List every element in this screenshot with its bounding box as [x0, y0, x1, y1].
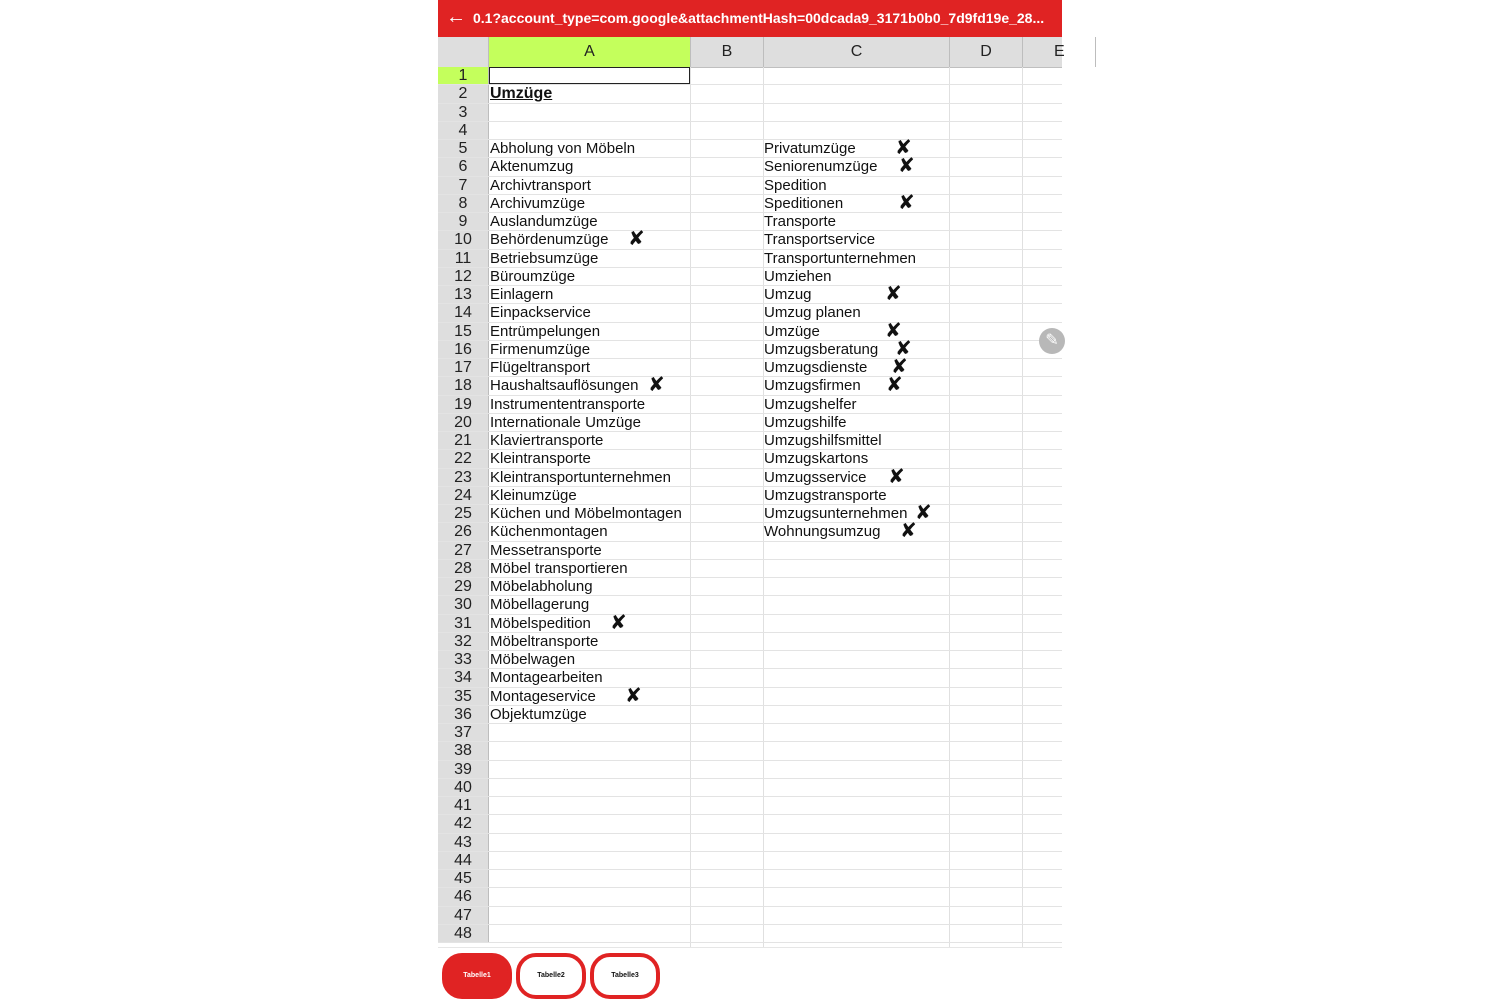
table-row: [438, 560, 1062, 578]
table-row: [438, 356, 1062, 378]
table-row: [438, 797, 1062, 815]
table-row: [438, 268, 1062, 286]
table-row: [438, 596, 1062, 614]
file-title: 0.1?account_type=com.google&attachmentHash=00dcada9_3171b0b0_7d9fd19e_28...: [473, 10, 1045, 26]
handwritten-cross-mark-icon: ✘: [610, 611, 627, 634]
cell-a12[interactable]: Büroumzüge: [490, 267, 576, 285]
cell-a24[interactable]: Kleinumzüge: [490, 486, 577, 504]
table-row: [438, 374, 1062, 397]
cell-c19[interactable]: Umzugshelfer: [764, 395, 857, 413]
row-number[interactable]: 32: [438, 633, 489, 650]
table-row: [438, 213, 1062, 231]
row-number[interactable]: 20: [438, 414, 489, 431]
cell-a26[interactable]: Küchenmontagen: [490, 523, 608, 541]
handwritten-cross-mark-icon: ✘: [898, 191, 915, 214]
row-number[interactable]: 21: [438, 432, 489, 449]
cell-a9[interactable]: Auslandumzüge: [490, 213, 598, 230]
row-number[interactable]: 15: [438, 323, 489, 340]
table-row: [438, 250, 1062, 268]
cell-c21[interactable]: Umzugshilfsmittel: [764, 432, 882, 449]
row-number[interactable]: 37: [438, 724, 489, 741]
row-number[interactable]: 14: [438, 304, 489, 321]
table-row: [438, 542, 1062, 560]
cell-a10[interactable]: Behördenumzüge: [490, 231, 609, 249]
cell-a7[interactable]: Archivtransport: [490, 176, 591, 194]
cell-a35[interactable]: Montageservice: [490, 687, 596, 705]
table-row: [438, 520, 1062, 543]
row-number[interactable]: 19: [438, 396, 489, 413]
table-row: [438, 852, 1062, 870]
sheet-tab-bar: [438, 947, 1062, 1001]
table-row: [438, 104, 1062, 122]
column-header-bar: [438, 37, 1065, 68]
row-number[interactable]: 48: [438, 925, 489, 942]
cell-a22[interactable]: Kleintransporte: [490, 450, 591, 468]
row-number[interactable]: 6: [438, 158, 489, 175]
table-row: [438, 502, 1062, 524]
table-row: [438, 177, 1062, 195]
table-row: [438, 450, 1062, 468]
cell-c12[interactable]: Umziehen: [764, 267, 832, 285]
table-row: [438, 888, 1062, 906]
select-all-corner[interactable]: [438, 37, 489, 67]
row-number[interactable]: 40: [438, 779, 489, 796]
table-row: [438, 761, 1062, 779]
handwritten-cross-mark-icon: ✘: [900, 520, 917, 543]
cell-a6[interactable]: Aktenumzug: [490, 158, 574, 176]
row-number[interactable]: 22: [438, 450, 489, 467]
table-row: [438, 228, 1062, 251]
row-number[interactable]: 34: [438, 669, 489, 686]
row-number[interactable]: 7: [438, 177, 489, 194]
handwritten-cross-mark-icon: ✘: [891, 356, 908, 378]
row-number[interactable]: 18: [438, 377, 489, 394]
cell-a14[interactable]: Einpackservice: [490, 304, 591, 322]
row-number[interactable]: 1: [438, 67, 489, 84]
table-row: [438, 684, 1062, 707]
table-row: [438, 724, 1062, 742]
table-row: [438, 155, 1062, 178]
row-number[interactable]: 25: [438, 505, 489, 522]
cell-grid[interactable]: [438, 67, 1062, 947]
column-header-c[interactable]: C: [764, 37, 950, 67]
cell-c18[interactable]: Umzugsfirmen: [764, 377, 861, 395]
cell-a32[interactable]: Möbeltransporte: [490, 632, 599, 650]
table-row: [438, 337, 1062, 360]
handwritten-cross-mark-icon: ✘: [895, 337, 912, 360]
selected-cell-a1[interactable]: [489, 67, 690, 84]
cell-a30[interactable]: Möbellagerung: [490, 596, 590, 614]
cell-a21[interactable]: Klaviertransporte: [490, 432, 604, 449]
cell-c17[interactable]: Umzugsdienste: [764, 359, 868, 376]
handwritten-cross-mark-icon: ✘: [898, 155, 915, 178]
cell-a5[interactable]: Abholung von Möbeln: [490, 140, 636, 157]
row-number[interactable]: 9: [438, 213, 489, 230]
table-row: [438, 815, 1062, 833]
row-number[interactable]: 46: [438, 888, 489, 905]
table-row: [438, 611, 1062, 634]
cell-a34[interactable]: Montagearbeiten: [490, 669, 603, 687]
cell-c26[interactable]: Wohnungsumzug: [764, 523, 881, 541]
table-row: [438, 137, 1062, 159]
cell-c14[interactable]: Umzug planen: [764, 304, 861, 322]
row-number[interactable]: 11: [438, 250, 489, 267]
table-row: [438, 578, 1062, 596]
column-header-a[interactable]: A: [489, 37, 691, 67]
cell-c5[interactable]: Privatumzüge: [764, 140, 856, 157]
tab-tabelle3[interactable]: Tabelle3: [590, 953, 660, 999]
table-row: [438, 779, 1062, 797]
cell-a23[interactable]: Kleintransportunternehmen: [490, 468, 671, 486]
row-number[interactable]: 26: [438, 523, 489, 540]
row-number[interactable]: 3: [438, 104, 489, 121]
handwritten-cross-mark-icon: ✘: [895, 137, 912, 159]
column-header-b[interactable]: B: [691, 37, 764, 67]
row-number[interactable]: 39: [438, 761, 489, 778]
cell-a17[interactable]: Flügeltransport: [490, 359, 591, 376]
row-number[interactable]: 44: [438, 852, 489, 869]
cell-c16[interactable]: Umzugsberatung: [764, 340, 879, 358]
table-row: [438, 122, 1062, 140]
row-number[interactable]: 12: [438, 268, 489, 285]
cell-a29[interactable]: Möbelabholung: [490, 578, 593, 595]
row-number[interactable]: 17: [438, 359, 489, 376]
table-row: [438, 870, 1062, 888]
table-row: [438, 396, 1062, 414]
cell-a15[interactable]: Entrümpelungen: [490, 322, 601, 340]
cell-a36[interactable]: Objektumzüge: [490, 705, 587, 723]
cell-c11[interactable]: Transportunternehmen: [764, 249, 917, 267]
table-row: [438, 465, 1062, 488]
cell-c7[interactable]: Spedition: [764, 176, 827, 194]
table-row: [438, 319, 1062, 342]
row-number[interactable]: 45: [438, 870, 489, 887]
cell-c22[interactable]: Umzugskartons: [764, 450, 869, 468]
cell-a19[interactable]: Instrumententransporte: [490, 395, 646, 413]
table-row: [438, 742, 1062, 760]
handwritten-cross-mark-icon: ✘: [886, 374, 903, 397]
row-number[interactable]: 38: [438, 742, 489, 759]
row-number[interactable]: 4: [438, 122, 489, 139]
tab-tabelle1[interactable]: Tabelle1: [442, 953, 512, 999]
row-number[interactable]: 41: [438, 797, 489, 814]
handwritten-cross-mark-icon: ✘: [885, 319, 902, 342]
row-number[interactable]: 2: [438, 85, 489, 102]
table-row: [438, 925, 1062, 943]
handwritten-cross-mark-icon: ✘: [915, 502, 932, 524]
cell-c23[interactable]: Umzugsservice: [764, 468, 867, 486]
table-row: [438, 85, 1062, 103]
handwritten-cross-mark-icon: ✘: [648, 374, 665, 397]
spreadsheet-viewer: [438, 0, 1065, 1000]
table-row: [438, 706, 1062, 724]
row-number[interactable]: 16: [438, 341, 489, 358]
table-row: [438, 633, 1062, 651]
table-row: [438, 414, 1062, 432]
row-number[interactable]: 13: [438, 286, 489, 303]
cell-a2[interactable]: Umzüge: [490, 85, 553, 103]
row-number[interactable]: 35: [438, 688, 489, 705]
table-row: [438, 191, 1062, 214]
row-number[interactable]: 5: [438, 140, 489, 157]
cell-a20[interactable]: Internationale Umzüge: [490, 413, 641, 431]
row-number[interactable]: 47: [438, 907, 489, 924]
cell-c24[interactable]: Umzugstransporte: [764, 486, 887, 504]
cell-a8[interactable]: Archivumzüge: [490, 194, 586, 212]
row-number[interactable]: 31: [438, 615, 489, 632]
cell-a16[interactable]: Firmenumzüge: [490, 340, 591, 358]
cell-a18[interactable]: Haushaltsauflösungen: [490, 377, 639, 395]
handwritten-cross-mark-icon: ✘: [888, 465, 905, 488]
row-number[interactable]: 36: [438, 706, 489, 723]
pencil-icon[interactable]: ✎: [1039, 328, 1065, 354]
handwritten-cross-mark-icon: ✘: [625, 684, 642, 707]
cell-a31[interactable]: Möbelspedition: [490, 614, 591, 632]
table-row: [438, 834, 1062, 852]
row-number[interactable]: 42: [438, 815, 489, 832]
top-bar: [438, 0, 1062, 37]
handwritten-cross-mark-icon: ✘: [628, 228, 645, 251]
arrow-left-icon[interactable]: ←: [446, 6, 466, 28]
cell-c6[interactable]: Seniorenumzüge: [764, 158, 878, 176]
table-row: [438, 304, 1062, 322]
row-number[interactable]: 33: [438, 651, 489, 668]
tab-tabelle2[interactable]: Tabelle2: [516, 953, 586, 999]
cell-a11[interactable]: Betriebsumzüge: [490, 249, 599, 267]
handwritten-cross-mark-icon: ✘: [885, 283, 902, 305]
table-row: [438, 651, 1062, 669]
column-header-e[interactable]: E: [1023, 37, 1096, 67]
table-row: [438, 907, 1062, 925]
cell-a13[interactable]: Einlagern: [490, 286, 554, 303]
cell-c10[interactable]: Transportservice: [764, 231, 876, 249]
table-row: [438, 283, 1062, 305]
column-header-d[interactable]: D: [950, 37, 1023, 67]
row-number[interactable]: 28: [438, 560, 489, 577]
row-number[interactable]: 30: [438, 596, 489, 613]
cell-a25[interactable]: Küchen und Möbelmontagen: [490, 505, 682, 522]
cell-a27[interactable]: Messetransporte: [490, 541, 602, 559]
row-number[interactable]: 29: [438, 578, 489, 595]
cell-a28[interactable]: Möbel transportieren: [490, 559, 628, 577]
table-row: [438, 669, 1062, 687]
cell-a33[interactable]: Möbelwagen: [490, 651, 576, 668]
table-row: [438, 487, 1062, 505]
row-number[interactable]: 27: [438, 542, 489, 559]
cell-c13[interactable]: Umzug: [764, 286, 812, 303]
row-number[interactable]: 24: [438, 487, 489, 504]
row-number[interactable]: 43: [438, 834, 489, 851]
row-number[interactable]: 8: [438, 195, 489, 212]
cell-c20[interactable]: Umzugshilfe: [764, 413, 847, 431]
cell-c15[interactable]: Umzüge: [764, 322, 820, 340]
row-number[interactable]: 23: [438, 469, 489, 486]
cell-c8[interactable]: Speditionen: [764, 194, 844, 212]
row-number[interactable]: 10: [438, 231, 489, 248]
cell-c25[interactable]: Umzugsunternehmen: [764, 505, 908, 522]
table-row: [438, 432, 1062, 450]
cell-c9[interactable]: Transporte: [764, 213, 836, 230]
